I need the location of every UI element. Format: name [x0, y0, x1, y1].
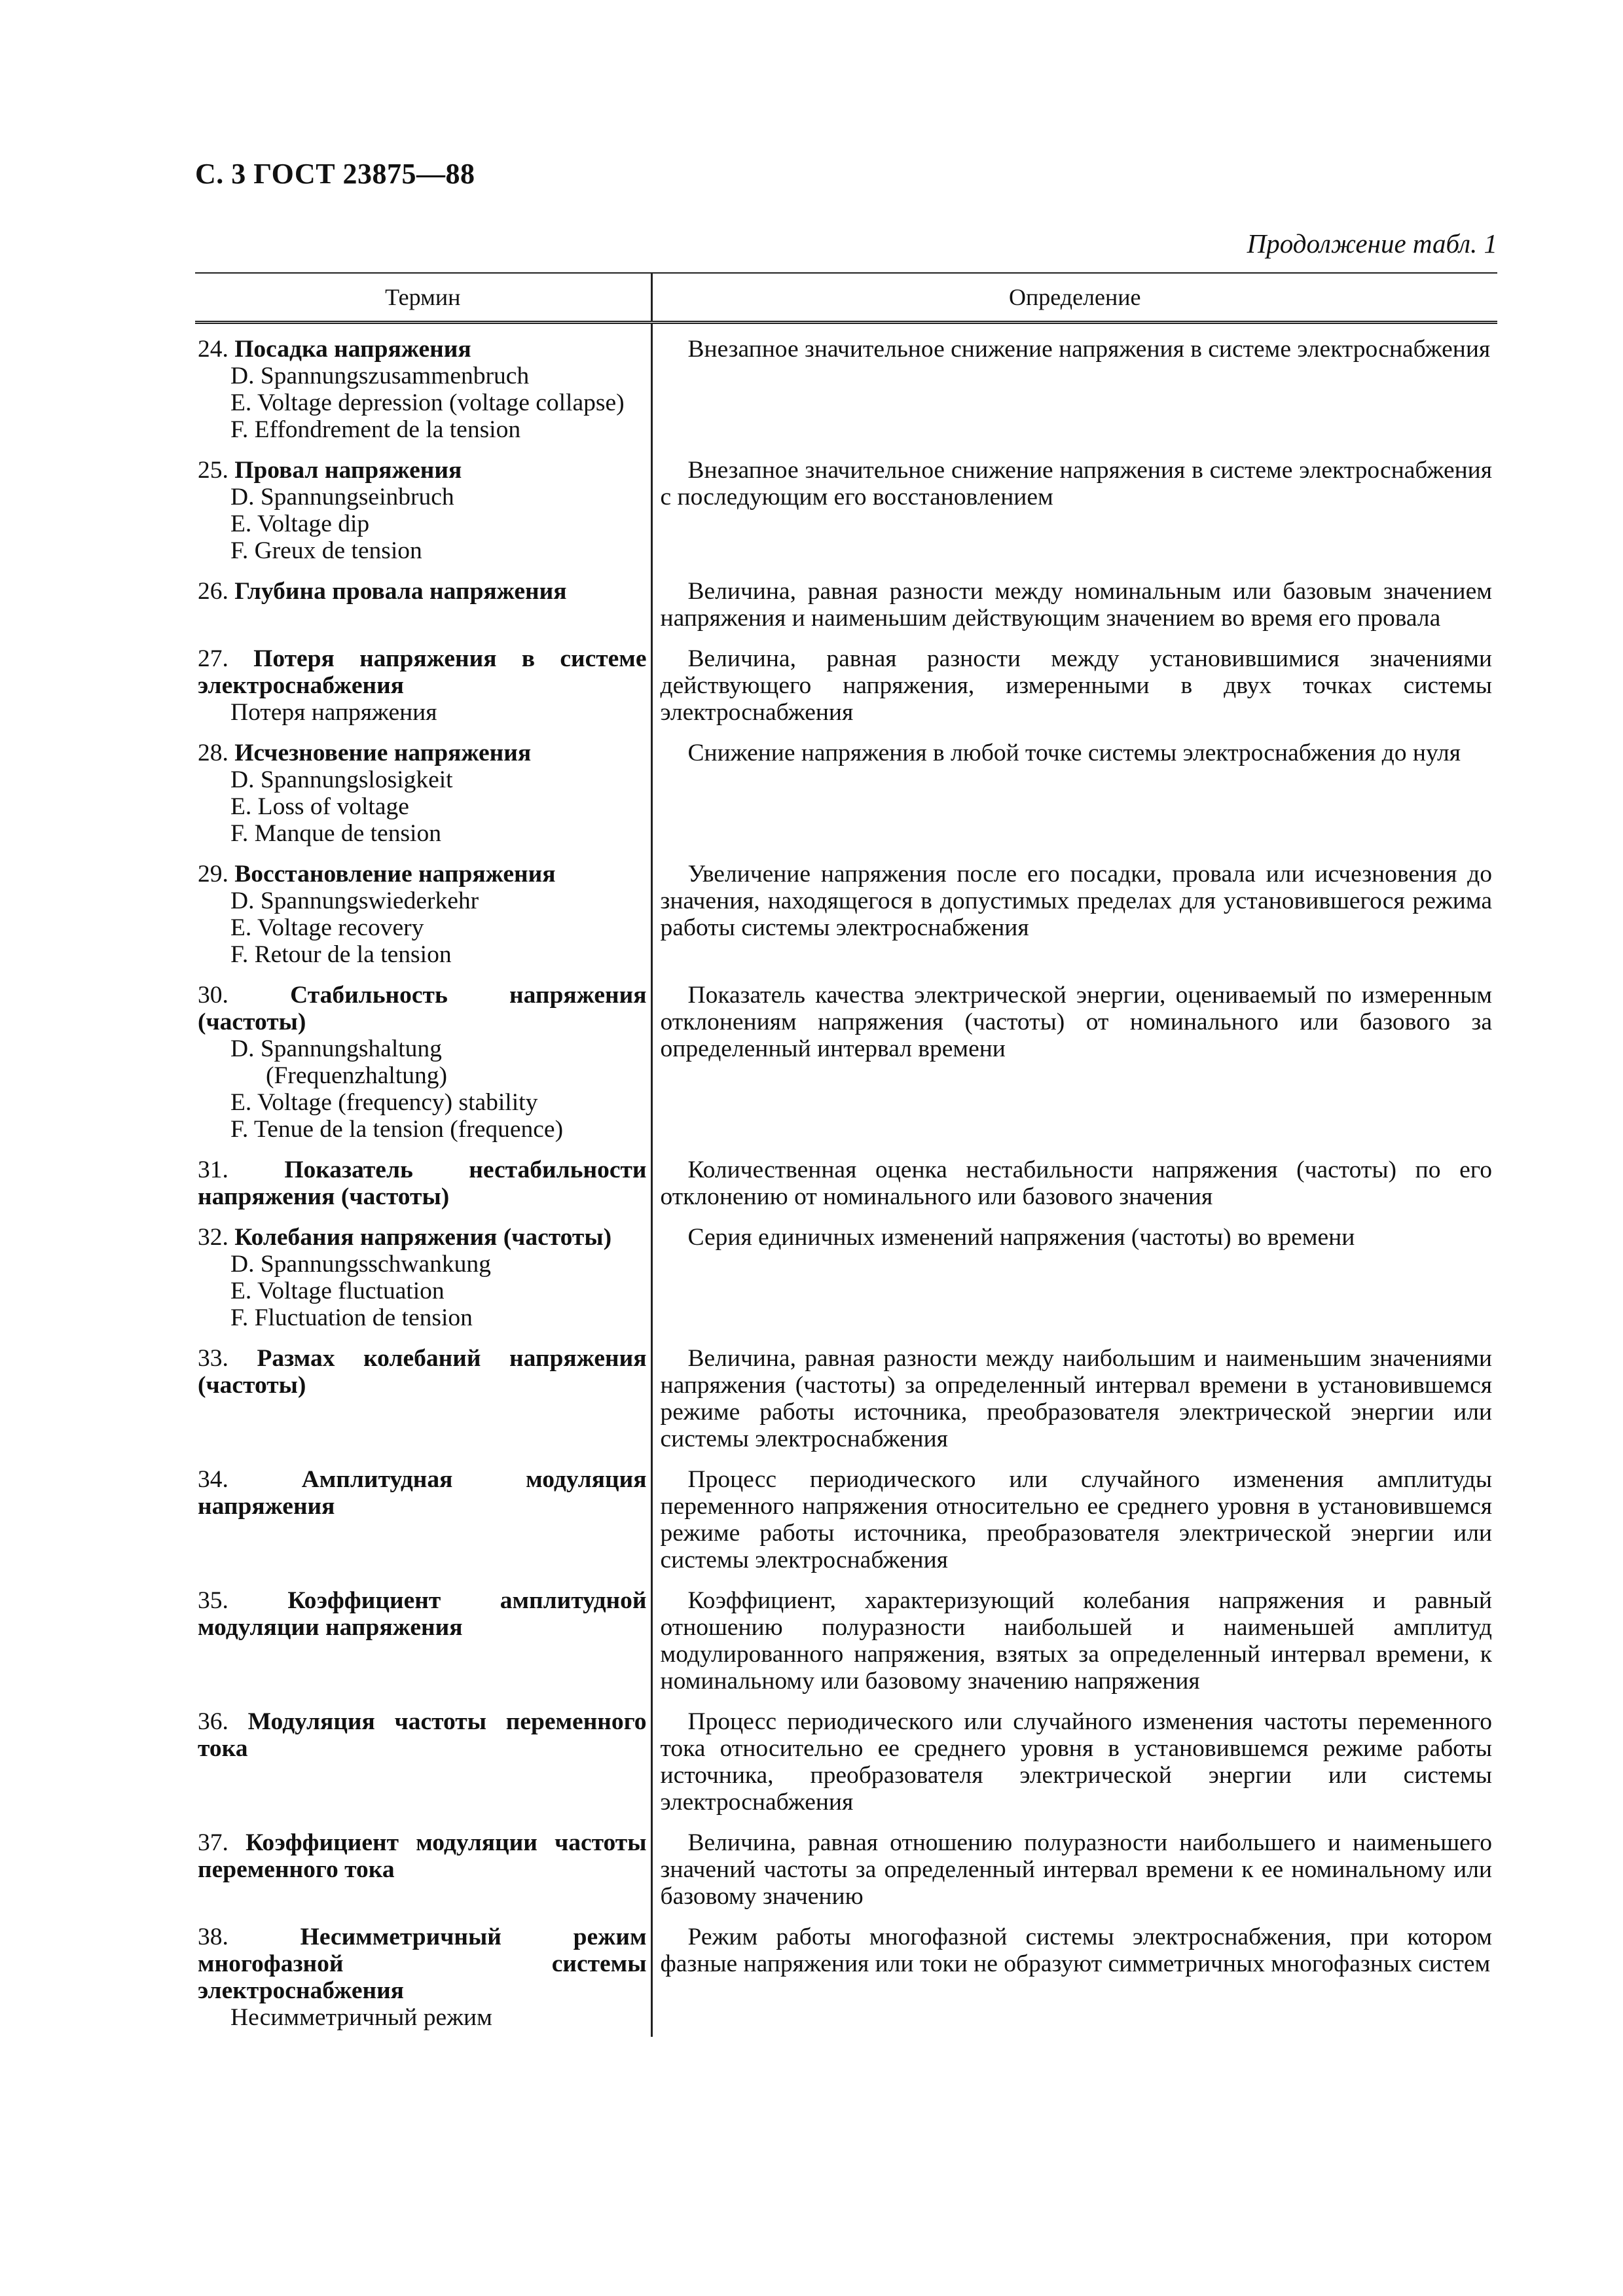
- term-name: Стабильность напряжения (частоты): [198, 982, 647, 1035]
- definition-cell: [651, 1149, 1497, 1216]
- definition-cell: [651, 1821, 1497, 1916]
- definition-text: Режим работы многофазной системы электроснабжения, при котором фазные напряжения или токи не образуют симметричных многофазных систем: [660, 1924, 1492, 1977]
- table-header-row: [195, 273, 1497, 323]
- term-main-line: [198, 457, 647, 484]
- term-translation: D. Spannungsschwankung: [230, 1251, 491, 1278]
- term-translation: F. Greux de tension: [230, 537, 422, 564]
- term-cell: [195, 853, 651, 974]
- term-number: 29.: [198, 861, 228, 888]
- table-row: [195, 1458, 1497, 1579]
- definition-text: Количественная оценка нестабильности напряжения (частоты) по его отклонению от номинального или базового значения: [660, 1157, 1492, 1210]
- definition-cell: [651, 1337, 1497, 1458]
- term-cell: [195, 974, 651, 1149]
- term-main-line: [198, 982, 647, 1035]
- term-translation: E. Voltage fluctuation: [230, 1278, 445, 1304]
- definition-cell: [651, 974, 1497, 1149]
- table-row: [195, 570, 1497, 637]
- term-number: 28.: [198, 740, 228, 766]
- term-name: Глубина провала напряжения: [234, 578, 567, 605]
- table-row: [195, 1149, 1497, 1216]
- term-cell: [195, 637, 651, 732]
- definition-cell: [651, 1916, 1497, 2037]
- term-translation: F. Retour de la tension: [230, 941, 452, 968]
- definition-text: Процесс периодического или случайного изменения амплитуды переменного напряжения относительно ее среднего уровня в установившемся режиме работы источника, преобразователя электрической энергии или системы электроснабжения: [660, 1466, 1492, 1573]
- term-name: Амплитудная модуляция напряжения: [198, 1466, 647, 1520]
- definition-cell: [651, 853, 1497, 974]
- term-main-line: [198, 578, 647, 605]
- definition-text: Показатель качества электрической энергии, оцениваемый по измеренным отклонениям напряжения (частоты) от номинального или базового за определенный интервал времени: [660, 982, 1492, 1062]
- term-main-line: [198, 645, 647, 699]
- term-cell: [195, 1149, 651, 1216]
- term-cell: [195, 1216, 651, 1337]
- definition-text: Величина, равная разности между наибольшим и наименьшим значениями напряжения (частоты) за определенный интервал времени в установившемся режиме работы источника, преобразователя электрической энергии или системы электроснабжения: [660, 1345, 1492, 1452]
- definition-cell: [651, 1700, 1497, 1821]
- term-translation: D. Spannungszusammenbruch: [230, 363, 530, 389]
- definition-cell: [651, 732, 1497, 853]
- term-name: Восстановление напряжения: [234, 861, 556, 888]
- term-cell: [195, 1821, 651, 1916]
- term-number: 32.: [198, 1224, 228, 1251]
- table-row: [195, 449, 1497, 570]
- definition-cell: [651, 1579, 1497, 1700]
- term-name: Несимметричный режим многофазной системы электроснабжения: [198, 1924, 647, 2004]
- definition-cell: [651, 1216, 1497, 1337]
- term-number: 31.: [198, 1157, 228, 1183]
- term-name: Колебания напряжения (частоты): [234, 1224, 612, 1251]
- term-main-line: [198, 861, 647, 888]
- term-cell: [195, 1337, 651, 1458]
- term-number: 38.: [198, 1924, 228, 1950]
- definition-text: Снижение напряжения в любой точке системы электроснабжения до нуля: [687, 740, 1461, 766]
- term-translation: F. Manque de tension: [230, 820, 441, 847]
- table-row: [195, 1337, 1497, 1458]
- term-main-line: [198, 1345, 647, 1399]
- term-translation: Несимметричный режим: [230, 2004, 492, 2031]
- term-number: 30.: [198, 982, 228, 1009]
- definition-text: Серия единичных изменений напряжения (частоты) во времени: [687, 1224, 1355, 1251]
- definition-cell: [651, 637, 1497, 732]
- term-number: 24.: [198, 336, 228, 363]
- term-main-line: [198, 1708, 647, 1762]
- term-main-line: [198, 1829, 647, 1883]
- term-name: Коэффициент модуляции частоты переменного тока: [198, 1829, 647, 1883]
- term-number: 25.: [198, 457, 228, 484]
- term-name: Посадка напряжения: [234, 336, 471, 363]
- term-main-line: [198, 336, 647, 363]
- term-number: 35.: [198, 1587, 228, 1614]
- term-translation: D. Spannungslosigkeit: [230, 766, 453, 793]
- definition-cell: [651, 323, 1497, 450]
- term-main-line: [198, 740, 647, 766]
- terms-table: [195, 272, 1497, 2037]
- table-row: [195, 1700, 1497, 1821]
- column-header-definition: Определение: [651, 273, 1497, 323]
- definition-text: Внезапное значительное снижение напряжения в системе электроснабжения с последующим его восстановлением: [660, 457, 1492, 511]
- term-translation: D. Spannungseinbruch: [230, 484, 454, 511]
- definition-text: Увеличение напряжения после его посадки, провала или исчезновения до значения, находящегося в допустимых пределах для установившегося режима работы системы электроснабжения: [660, 861, 1492, 941]
- term-number: 26.: [198, 578, 228, 605]
- term-cell: [195, 323, 651, 450]
- definition-text: Процесс периодического или случайного изменения частоты переменного тока относительно ее среднего уровня в установившемся режиме работы источника, преобразователя электрической энергии или системы электроснабжения: [660, 1708, 1492, 1816]
- definition-cell: [651, 449, 1497, 570]
- definition-text: Величина, равная разности между номинальным или базовым значением напряжения и наименьшим действующим значением во время его провала: [660, 578, 1492, 632]
- definition-cell: [651, 1458, 1497, 1579]
- term-translation: F. Fluctuation de tension: [230, 1304, 473, 1331]
- term-translation: F. Effondrement de la tension: [230, 416, 521, 443]
- term-name: Потеря напряжения в системе электроснабжения: [198, 645, 647, 699]
- table-row: [195, 637, 1497, 732]
- page-header: С. 3 ГОСТ 23875—88: [195, 158, 475, 190]
- term-cell: [195, 732, 651, 853]
- term-cell: [195, 1916, 651, 2037]
- term-cell: [195, 1579, 651, 1700]
- term-name: Показатель нестабильности напряжения (частоты): [198, 1157, 647, 1210]
- table-row: [195, 323, 1497, 450]
- definition-text: Величина, равная разности между установившимися значениями действующего напряжения, измеренными в двух точках системы электроснабжения: [660, 645, 1492, 726]
- term-main-line: [198, 1924, 647, 2004]
- term-cell: [195, 570, 651, 637]
- terms-table-body: [195, 323, 1497, 2037]
- term-main-line: [198, 1157, 647, 1210]
- table-row: [195, 853, 1497, 974]
- table-row: [195, 1579, 1497, 1700]
- term-translation: Потеря напряжения: [230, 699, 437, 726]
- table-row: [195, 974, 1497, 1149]
- term-translation: D. Spannungshaltung: [230, 1035, 442, 1062]
- term-number: 36.: [198, 1708, 228, 1735]
- term-number: 37.: [198, 1829, 228, 1856]
- term-name: Модуляция частоты переменного тока: [198, 1708, 647, 1762]
- definition-text: Внезапное значительное снижение напряжения в системе электроснабжения: [687, 336, 1491, 363]
- definition-cell: [651, 570, 1497, 637]
- term-number: 34.: [198, 1466, 228, 1493]
- term-translation: D. Spannungswiederkehr: [230, 888, 479, 914]
- term-translation: E. Voltage dip: [230, 511, 370, 537]
- term-name: Провал напряжения: [234, 457, 462, 484]
- term-cell: [195, 449, 651, 570]
- term-name: Исчезновение напряжения: [234, 740, 532, 766]
- term-cell: [195, 1700, 651, 1821]
- term-main-line: [198, 1587, 647, 1641]
- term-translation: F. Tenue de la tension (frequence): [230, 1116, 564, 1143]
- term-main-line: [198, 1466, 647, 1520]
- term-number: 33.: [198, 1345, 228, 1372]
- term-name: Коэффициент амплитудной модуляции напряжения: [198, 1587, 647, 1641]
- term-translation: E. Voltage (frequency) stability: [230, 1089, 538, 1116]
- table-continuation-label: Продолжение табл. 1: [1247, 228, 1497, 259]
- term-translation: E. Voltage depression (voltage collapse): [230, 389, 625, 416]
- term-name: Размах колебаний напряжения (частоты): [198, 1345, 647, 1399]
- table-row: [195, 732, 1497, 853]
- term-main-line: [198, 1224, 647, 1251]
- table-row: [195, 1916, 1497, 2037]
- table-row: [195, 1821, 1497, 1916]
- table-row: [195, 1216, 1497, 1337]
- column-header-term: Термин: [195, 273, 651, 323]
- term-translation: E. Loss of voltage: [230, 793, 409, 820]
- definition-text: Коэффициент, характеризующий колебания напряжения и равный отношению полуразности наибольшей и наименьшей амплитуд модулированного напряжения, взятых за определенный интервал времени, к номинальному или базовому значению напряжения: [660, 1587, 1492, 1695]
- term-number: 27.: [198, 645, 228, 672]
- term-cell: [195, 1458, 651, 1579]
- definition-text: Величина, равная отношению полуразности наибольшего и наименьшего значений частоты за определенный интервал времени к ее номинальному или базовому значению: [660, 1829, 1492, 1910]
- term-translation: E. Voltage recovery: [230, 914, 424, 941]
- term-translation: (Frequenzhaltung): [266, 1062, 447, 1089]
